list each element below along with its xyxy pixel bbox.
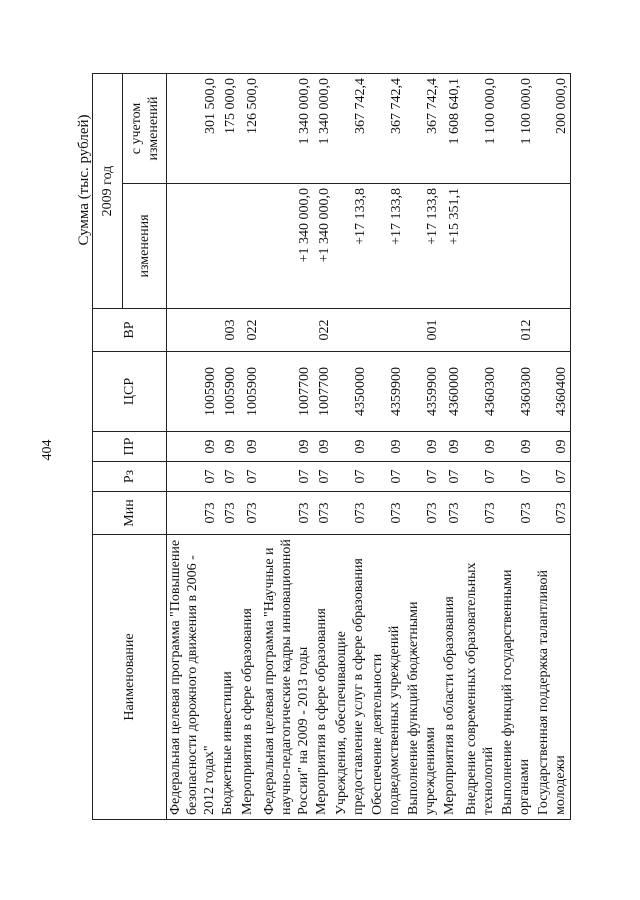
- table-row: [499, 74, 535, 820]
- row-change: [239, 184, 261, 309]
- row-pr: 09: [535, 432, 571, 462]
- table-row: [405, 74, 441, 820]
- row-csr: 1007700: [313, 352, 333, 432]
- row-name: Государственная поддержка талантливой молодежи: [535, 535, 571, 820]
- row-change: +1 340 000,0: [261, 184, 313, 309]
- row-min: 073: [441, 492, 463, 535]
- table-body: [167, 74, 571, 820]
- row-total: 1 100 000,0: [463, 74, 499, 184]
- row-vr: 001: [405, 309, 441, 352]
- row-csr: 4359900: [405, 352, 441, 432]
- row-name: Мероприятия в области образования: [441, 535, 463, 820]
- table-row: [333, 74, 369, 820]
- row-name: Выполнение функций государственными органами: [499, 535, 535, 820]
- row-total: 1 100 000,0: [499, 74, 535, 184]
- row-min: 073: [405, 492, 441, 535]
- row-csr: 4350000: [333, 352, 369, 432]
- row-min: 073: [261, 492, 313, 535]
- table-row: [463, 74, 499, 820]
- row-rz: 07: [219, 462, 239, 492]
- table-row: [239, 74, 261, 820]
- page-number: 404: [40, 439, 55, 461]
- sum-header: Сумма (тыс. рублей): [76, 114, 92, 246]
- row-min: 073: [313, 492, 333, 535]
- row-rz: 07: [369, 462, 405, 492]
- table-row: [219, 74, 239, 820]
- row-min: 073: [463, 492, 499, 535]
- row-pr: 09: [463, 432, 499, 462]
- row-rz: 07: [167, 462, 219, 492]
- row-pr: 09: [167, 432, 219, 462]
- col-header-vr: ВР: [93, 309, 167, 352]
- row-vr: [535, 309, 571, 352]
- row-min: 073: [369, 492, 405, 535]
- row-csr: 4360000: [441, 352, 463, 432]
- row-csr: 4360300: [463, 352, 499, 432]
- row-csr: 1005900: [239, 352, 261, 432]
- row-change: +17 133,8: [405, 184, 441, 309]
- row-name: Мероприятия в сфере образования: [239, 535, 261, 820]
- row-change: [463, 184, 499, 309]
- row-total: 367 742,4: [405, 74, 441, 184]
- row-vr: 022: [313, 309, 333, 352]
- row-name: Бюджетные инвестиции: [219, 535, 239, 820]
- row-change: +15 351,1: [441, 184, 463, 309]
- row-vr: 022: [239, 309, 261, 352]
- col-header-rz: Рз: [93, 462, 167, 492]
- row-pr: 09: [219, 432, 239, 462]
- row-total: 1 340 000,0: [261, 74, 313, 184]
- table-row: [535, 74, 571, 820]
- row-name: Федеральная целевая программа "Научные и научно-педагогические кадры инновационной России" на 2009 - 2013 годы: [261, 535, 313, 820]
- row-name: Мероприятия в сфере образования: [313, 535, 333, 820]
- row-name: Внедрение современных образовательных технологий: [463, 535, 499, 820]
- row-rz: 07: [405, 462, 441, 492]
- row-rz: 07: [333, 462, 369, 492]
- row-total: 1 340 000,0: [313, 74, 333, 184]
- row-change: +17 133,8: [369, 184, 405, 309]
- row-vr: [167, 309, 219, 352]
- col-header-csr: ЦСР: [93, 352, 167, 432]
- row-vr: [369, 309, 405, 352]
- row-vr: 012: [499, 309, 535, 352]
- row-total: 175 000,0: [219, 74, 239, 184]
- row-name: Выполнение функций бюджетными учреждениями: [405, 535, 441, 820]
- row-min: 073: [219, 492, 239, 535]
- row-rz: 07: [239, 462, 261, 492]
- row-vr: [261, 309, 313, 352]
- row-change: [219, 184, 239, 309]
- row-total: 367 742,4: [333, 74, 369, 184]
- row-pr: 09: [499, 432, 535, 462]
- row-name: Обеспечение деятельности подведомственных учреждений: [369, 535, 405, 820]
- row-total: 367 742,4: [369, 74, 405, 184]
- row-csr: 1007700: [261, 352, 313, 432]
- row-change: [535, 184, 571, 309]
- row-csr: 4359900: [369, 352, 405, 432]
- row-pr: 09: [405, 432, 441, 462]
- row-change: +17 133,8: [333, 184, 369, 309]
- row-min: 073: [535, 492, 571, 535]
- row-min: 073: [333, 492, 369, 535]
- year-header: 2009 год: [93, 74, 123, 309]
- row-rz: 07: [261, 462, 313, 492]
- table-row: [167, 74, 219, 820]
- row-csr: 4360300: [499, 352, 535, 432]
- table-row: [261, 74, 313, 820]
- row-change: [167, 184, 219, 309]
- row-name: Учреждения, обеспечивающие предоставление услуг в сфере образования: [333, 535, 369, 820]
- table-row: [369, 74, 405, 820]
- row-csr: 1005900: [219, 352, 239, 432]
- row-vr: [441, 309, 463, 352]
- row-pr: 09: [333, 432, 369, 462]
- budget-table: [92, 73, 571, 820]
- row-vr: [333, 309, 369, 352]
- row-change: [499, 184, 535, 309]
- row-vr: 003: [219, 309, 239, 352]
- row-csr: 4360400: [535, 352, 571, 432]
- row-pr: 09: [239, 432, 261, 462]
- col-header-change: изменения: [123, 184, 167, 309]
- row-min: 073: [239, 492, 261, 535]
- row-vr: [463, 309, 499, 352]
- row-total: 301 500,0: [167, 74, 219, 184]
- row-pr: 09: [313, 432, 333, 462]
- row-total: 126 500,0: [239, 74, 261, 184]
- row-rz: 07: [499, 462, 535, 492]
- row-min: 073: [167, 492, 219, 535]
- col-header-name: Наименование: [93, 535, 167, 820]
- col-header-min: Мин: [93, 492, 167, 535]
- row-pr: 09: [261, 432, 313, 462]
- row-rz: 07: [313, 462, 333, 492]
- row-rz: 07: [441, 462, 463, 492]
- col-header-with-change: с учетом изменений: [123, 74, 167, 184]
- row-total: 200 000,0: [535, 74, 571, 184]
- row-min: 073: [499, 492, 535, 535]
- row-pr: 09: [441, 432, 463, 462]
- table-row: [313, 74, 333, 820]
- row-rz: 07: [463, 462, 499, 492]
- table-row: [441, 74, 463, 820]
- row-name: Федеральная целевая программа "Повышение безопасности дорожного движения в 2006 - 2012 годах": [167, 535, 219, 820]
- row-rz: 07: [535, 462, 571, 492]
- row-pr: 09: [369, 432, 405, 462]
- row-total: 1 608 640,1: [441, 74, 463, 184]
- row-csr: 1005900: [167, 352, 219, 432]
- row-change: +1 340 000,0: [313, 184, 333, 309]
- col-header-pr: ПР: [93, 432, 167, 462]
